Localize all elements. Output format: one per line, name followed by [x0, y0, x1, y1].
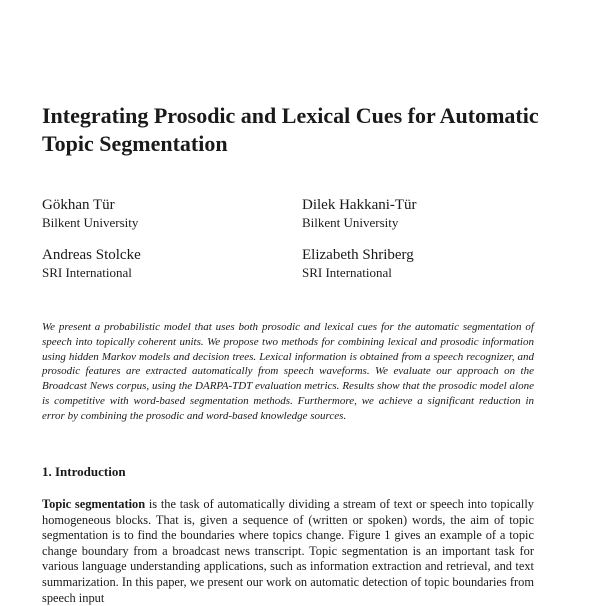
author-affiliation: SRI International [42, 265, 132, 280]
author-block [302, 246, 414, 282]
body-paragraph: is the task of automatically dividing a stream of text or speech into topically homogeneous blocks. That is, given a sequence of (written or spoken) words, the aim of topic segmentation is to find the boundaries where topics change. Figure 1 gives an example of a topic change boundary from a broadcast news transcript. Topic segmentation is an important task for various language understanding applications, such as information extraction and retrieval, and text summarization. In this paper, we present our work on automatic detection of topic boundaries from speech input [42, 497, 534, 605]
lead-term: Topic segmentation [42, 497, 146, 511]
author-block [42, 196, 138, 232]
abstract: We present a probabilistic model that uses both prosodic and lexical cues for the automatic segmentation of speech into topically coherent units. We propose two methods for combining lexical and prosodic information using hidden Markov models and decision trees. Lexical information is obtained from a speech recognizer, and prosodic features are extracted automatically from speech waveforms. We evaluate our approach on the Broadcast News corpus, using the DARPA-TDT evaluation metrics. Results show that the prosodic model alone is competitive with word-based segmentation methods. Furthermore, we achieve a significant reduction in error by combining the prosodic and word-based knowledge sources. [42, 321, 534, 422]
author-name: Dilek Hakkani-Tür [302, 197, 417, 213]
author-name: Gökhan Tür [42, 197, 115, 213]
author-block [302, 196, 417, 232]
author-name: Elizabeth Shriberg [302, 247, 414, 263]
paper-title: Integrating Prosodic and Lexical Cues for Automatic Topic Segmentation [42, 103, 539, 156]
section-heading: 1. Introduction [42, 464, 126, 479]
author-affiliation: Bilkent University [302, 215, 399, 230]
author-affiliation: Bilkent University [42, 215, 139, 230]
author-affiliation: SRI International [302, 265, 392, 280]
section-body [42, 497, 534, 606]
author-block [42, 246, 141, 282]
author-name: Andreas Stolcke [42, 247, 141, 263]
